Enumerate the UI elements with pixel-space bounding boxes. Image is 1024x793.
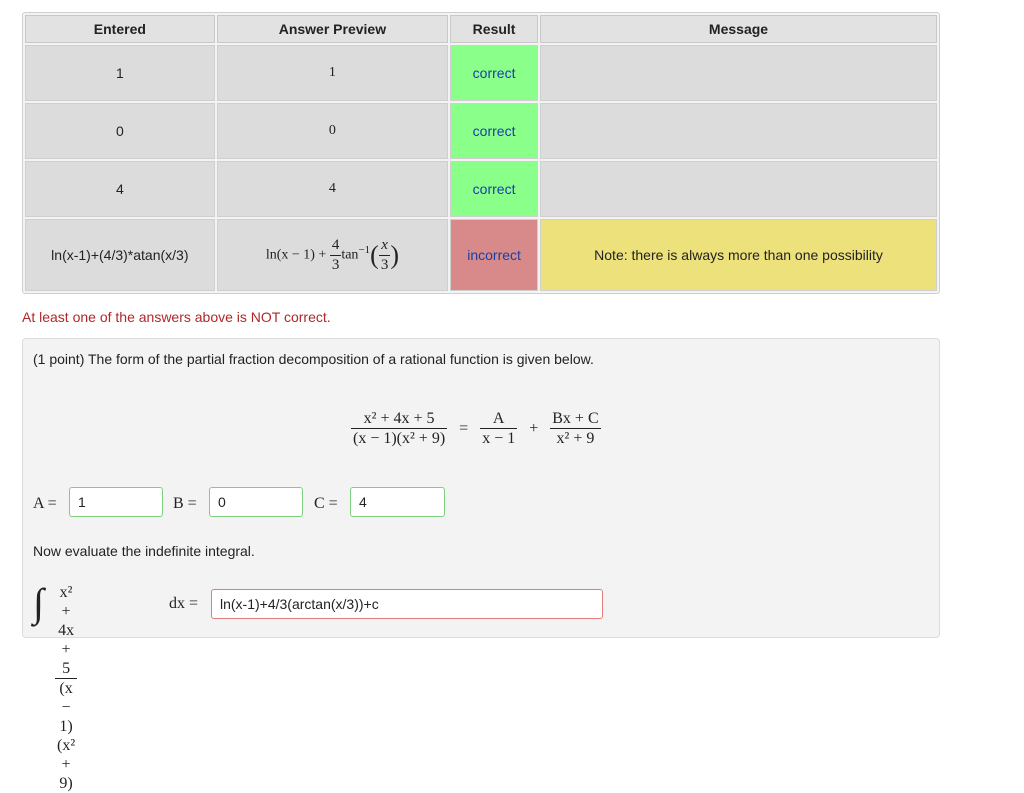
header-answer-preview: Answer Preview [217,15,448,43]
preview-lead: ln(x − 1) + [265,247,327,263]
preview-argument [379,236,391,275]
result-cell: correct [450,161,538,217]
lhs-fraction [351,409,447,448]
term2-denominator: x² + 9 [556,430,595,447]
integrand-denominator: (x − 1)(x² + 9) [57,680,76,792]
a-input[interactable]: 1 [69,487,163,517]
table-header-row [25,15,937,43]
preview-func: tan [341,247,359,263]
arg-numerator: x [379,236,391,256]
decomposition-equation [351,409,601,448]
table-row [25,45,937,101]
preview-cell [217,219,448,291]
coef-numerator: 4 [330,236,342,256]
preview-coefficient [330,236,342,275]
table-row [25,161,937,217]
entered-cell: 0 [25,103,215,159]
status-message: At least one of the answers above is NOT correct. [22,309,331,325]
lhs-numerator: x² + 4x + 5 [351,409,447,429]
term2-numerator: Bx + C [552,410,599,427]
entered-cell: 1 [25,45,215,101]
table-row [25,103,937,159]
message-cell [540,45,937,101]
header-message: Message [540,15,937,43]
term2-fraction [550,409,600,448]
coef-denominator: 3 [331,256,340,273]
result-cell: correct [450,103,538,159]
plus-sign: + [529,419,539,437]
preview-exponent: −1 [358,243,371,256]
header-result: Result [450,15,538,43]
term1-denominator: x − 1 [482,430,516,447]
paren-left: ( [370,240,379,269]
problem-panel [22,338,940,792]
message-cell [540,103,937,159]
paren-right: ) [390,240,399,269]
result-cell: correct [450,45,538,101]
integrand-fraction [55,583,77,793]
lhs-denominator: (x − 1)(x² + 9) [353,430,446,447]
problem-intro: (1 point) The form of the partial fraction decomposition of a rational function is given below. [33,351,594,367]
message-cell: Note: there is always more than one possibility [540,219,937,291]
preview-cell: 0 [217,103,448,159]
integral-answer-input[interactable]: ln(x-1)+4/3(arctan(x/3))+c [211,589,603,619]
result-cell: incorrect [450,219,538,291]
table-row [25,219,937,291]
equals-sign: = [459,419,469,437]
dx-equals: dx = [169,595,199,612]
evaluate-text: Now evaluate the indefinite integral. [33,543,255,559]
term1-fraction [480,409,517,448]
b-label: B = [173,495,197,512]
message-cell [540,161,937,217]
preview-cell: 4 [217,161,448,217]
results-table [22,12,940,294]
header-entered: Entered [25,15,215,43]
arg-denominator: 3 [380,256,389,273]
c-label: C = [314,495,338,512]
entered-cell: ln(x-1)+(4/3)*atan(x/3) [25,219,215,291]
entered-cell: 4 [25,161,215,217]
c-input[interactable]: 4 [350,487,445,517]
integrand-numerator: x² + 4x + 5 [55,583,77,679]
b-input[interactable]: 0 [209,487,303,517]
a-label: A = [33,495,57,512]
term1-numerator: A [480,409,517,429]
integral-sign: ∫ [33,580,44,625]
preview-cell: 1 [217,45,448,101]
